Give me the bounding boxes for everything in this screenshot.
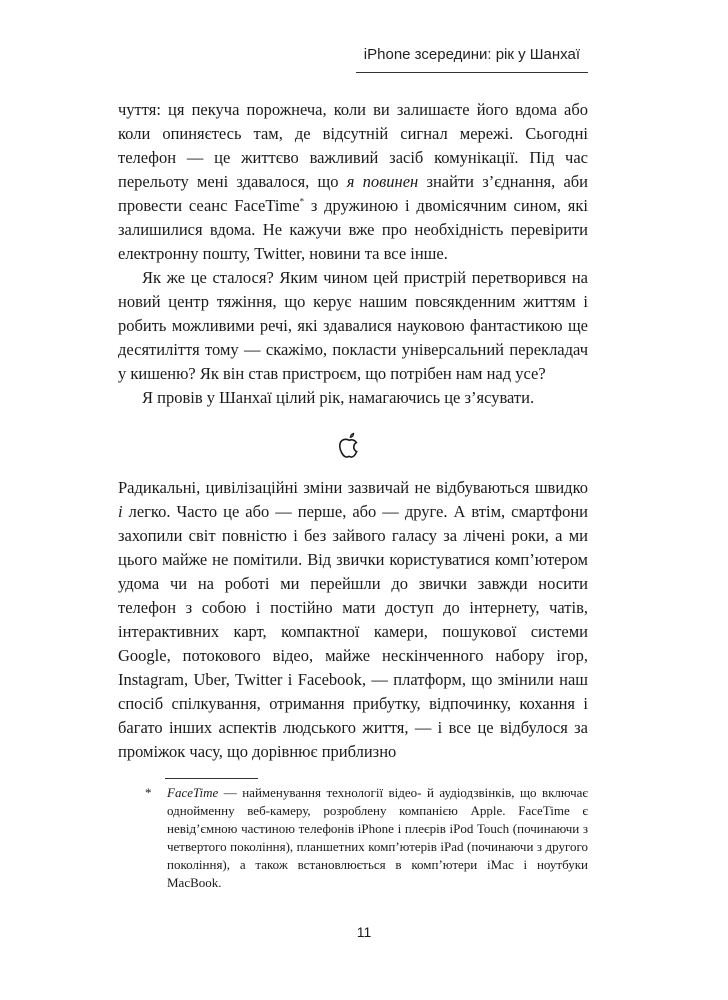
footnote-ref[interactable]: * (299, 196, 305, 207)
footnote-mark: * (145, 785, 152, 800)
body-section-2 (118, 476, 588, 764)
header-rule (356, 72, 588, 73)
footnote (145, 784, 588, 892)
paragraph: Радикальні, цивілізаційні зміни зазвичай не відбуваються швидко і легко. Часто це або — перше, або — друге. А втім, смартфони захопили світ повністю і без зайвого галасу за лічені роки, а ми цього майже не помітили. Від звички користуватися комп’ютером удома чи на роботі ми перейшли до звички завжди носити телефон з собою і постійно мати доступ до інтернету, чатів, інтерактивних карт, компактної камери, пошукової системи Google, потокового відео, майже нескінченного набору ігор, Instagram, Uber, Twitter і Facebook, — платформ, що змінили наш спосіб спілкування, отримання прибутку, відпочинку, кохання і багато інших аспектів людського життя, — і все це відбулося за проміжок часу, що дорівнює приблизно (118, 478, 588, 761)
apple-logo-icon (337, 432, 361, 460)
body-section-1 (118, 98, 588, 410)
paragraph: Я провів у Шанхаї цілий рік, намагаючись це з’ясувати. (142, 388, 535, 407)
footnote-rule (165, 778, 258, 779)
running-header: iPhone зсередини: рік у Шанхаї (363, 46, 580, 63)
paragraph: Як же це сталося? Яким чином цей пристрій перетворився на новий центр тяжіння, що керує нашим повсякденним життям і робить можливими речі, які здавалися науковою фантастикою ще десятиліття тому — скажімо, покласти універсальний перекладач у кишеню? Як він став пристроєм, що потрібен нам над усе? (118, 268, 588, 383)
footnote-body: FaceTime — найменування технології відео- й аудіодзвінків, що включає однойменну веб-камеру, розроблену компанією Apple. FaceTime є невід’ємною частиною телефонів iPhone і плеєрів iPod Touch (починаючи з четвертого покоління), планшетних комп’ютерів iPad (починаючи з другого покоління), а також встановлюється в комп’ютери iMac і ноутбуки MacBook. (167, 785, 588, 890)
page-number: 11 (356, 924, 372, 940)
paragraph: чуття: ця пекуча порожнеча, коли ви залишаєте його вдома або коли опиняєтесь там, де відсутній сигнал мережі. Сьогодні телефон — це життєво важливий засіб комунікації. Під час перельоту мені здавалося, що я повинен знайти з’єднання, аби провести сеанс FaceTime* з дружиною і двомісячним сином, які залишилися вдома. Не кажучи вже про необхідність перевірити електронну пошту, Twitter, новини та все інше. (118, 100, 589, 263)
